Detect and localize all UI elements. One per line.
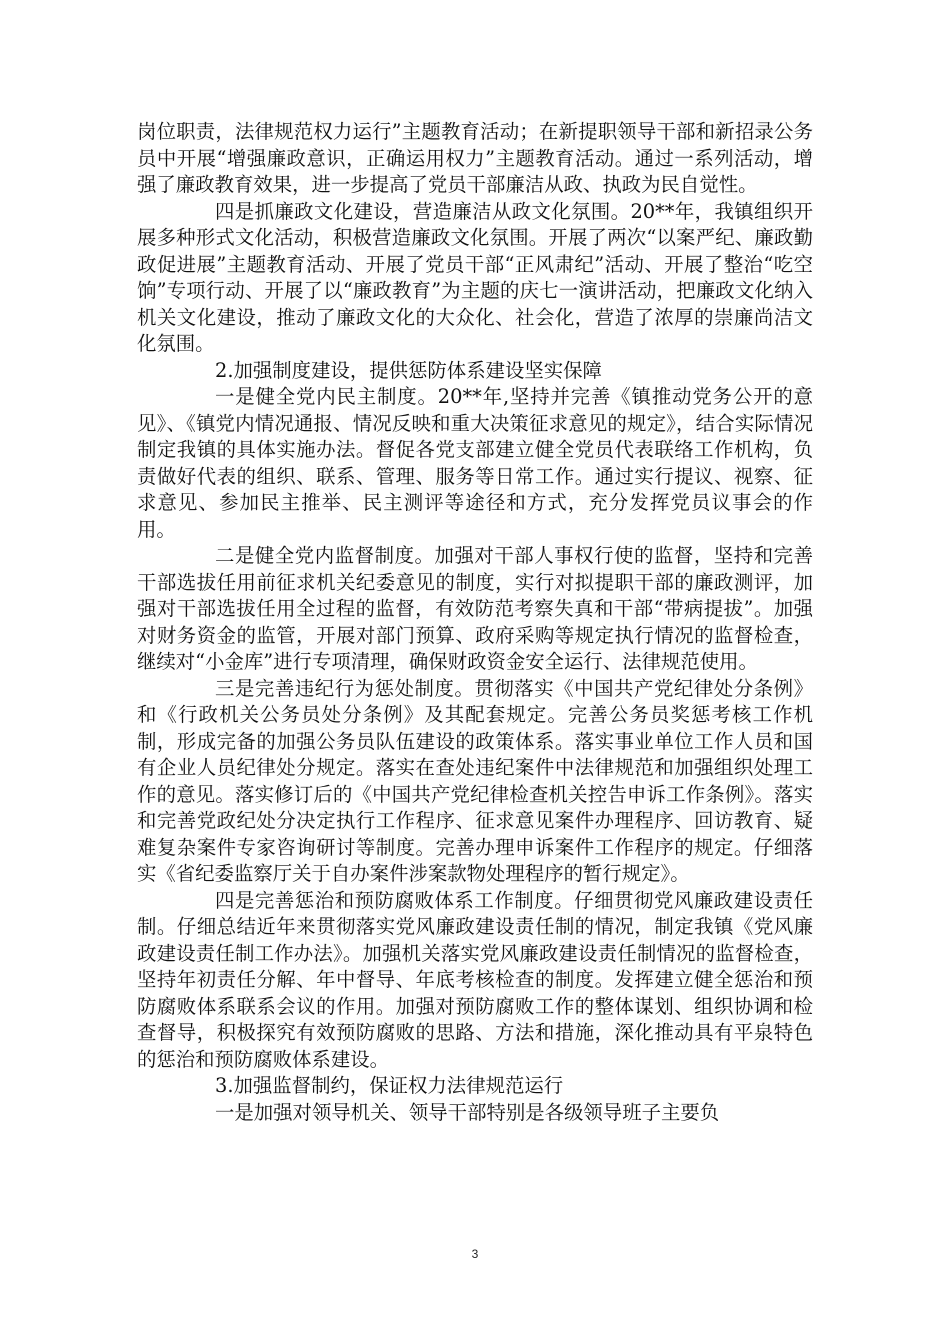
document-body (137, 119, 813, 1126)
section-heading-supervision: 3.加强监督制约，保证权力法律规范运行 (215, 1074, 564, 1097)
paragraph-leadership-supervision: 一是加强对领导机关、领导干部特别是各级领导班子主要负 (215, 1100, 720, 1124)
section-heading-institution-building: 2.加强制度建设，提供惩防体系建设坚实保障 (215, 358, 602, 382)
paragraph-anti-corruption-culture: 四是抓廉政文化建设，营造廉洁从政文化氛围。20**年，我镇组织开展多种形式文化活动，积极营造廉政文化氛围。开展了两次“以案严纪、廉政勤政促进展”主题教育活动、开展了党员干部“正风肃纪”活动、开展了整治“吃空饷”专项行动、开展了以“廉政教育”为主题的庆七一演讲活动，把廉政文化纳入机关文化建设，推动了廉政文化的大众化、社会化，营造了浓厚的崇廉尚洁文化氛围。 (137, 199, 813, 355)
page-number: 3 (471, 1247, 479, 1261)
paragraph-party-supervision: 二是健全党内监督制度。加强对干部人事权行使的监督，坚持和完善干部选拔任用前征求机关纪委意见的制度，实行对拟提职干部的廉政测评，加强对干部选拔任用全过程的监督，有效防范考察失真和干部“带病提拔”。加强对财务资金的监管，开展对部门预算、政府采购等规定执行情况的监督检查，继续对“小金库”进行专项清理，确保财政资金安全运行、法律规范使用。 (137, 544, 813, 673)
paragraph-continuation: 岗位职责，法律规范权力运行”主题教育活动；在新提职领导干部和新招录公务员中开展“增强廉政意识，正确运用权力”主题教育活动。通过一系列活动，增强了廉政教育效果，进一步提高了党员干部廉洁从政、执政为民自觉性。 (137, 120, 813, 196)
paragraph-corruption-prevention-system: 四是完善惩治和预防腐败体系工作制度。仔细贯彻党风廉政建设责任制。仔细总结近年来贯彻落实党风廉政建设责任制的情况，制定我镇《党风廉政建设责任制工作办法》。加强机关落实党风廉政建设责任制情况的监督检查，坚持年初责任分解、年中督导、年底考核检查的制度。发挥建立健全惩治和预防腐败体系联系会议的作用。加强对预防腐败工作的整体谋划、组织协调和检查督导，积极探究有效预防腐败的思路、方法和措施，深化推动具有平泉特色的惩治和预防腐败体系建设。 (137, 888, 813, 1071)
paragraph-party-democracy: 一是健全党内民主制度。20**年,坚持并完善《镇推动党务公开的意见》、《镇党内情况通报、情况反映和重大决策征求意见的规定》，结合实际情况制定我镇的具体实施办法。督促各党支部建立健全党员代表联络工作机构，负责做好代表的组织、联系、管理、服务等日常工作。通过实行提议、视察、征求意见、参加民主推举、民主测评等途径和方式，充分发挥党员议事会的作用。 (137, 385, 813, 541)
paragraph-disciplinary-punishment: 三是完善违纪行为惩处制度。贯彻落实《中国共产党纪律处分条例》和《行政机关公务员处分条例》及其配套规定。完善公务员奖惩考核工作机制，形成完备的加强公务员队伍建设的政策体系。落实事业单位工作人员和国有企业人员纪律处分规定。落实在查处违纪案件中法律规范和加强组织处理工作的意见。落实修订后的《中国共产党纪律检查机关控告申诉工作条例》。落实和完善党政纪处分决定执行工作程序、征求意见案件办理程序、回访教育、疑难复杂案件专家咨询研讨等制度。完善办理申诉案件工作程序的规定。仔细落实《省纪委监察厅关于自办案件涉案款物处理程序的暂行规定》。 (137, 676, 813, 885)
